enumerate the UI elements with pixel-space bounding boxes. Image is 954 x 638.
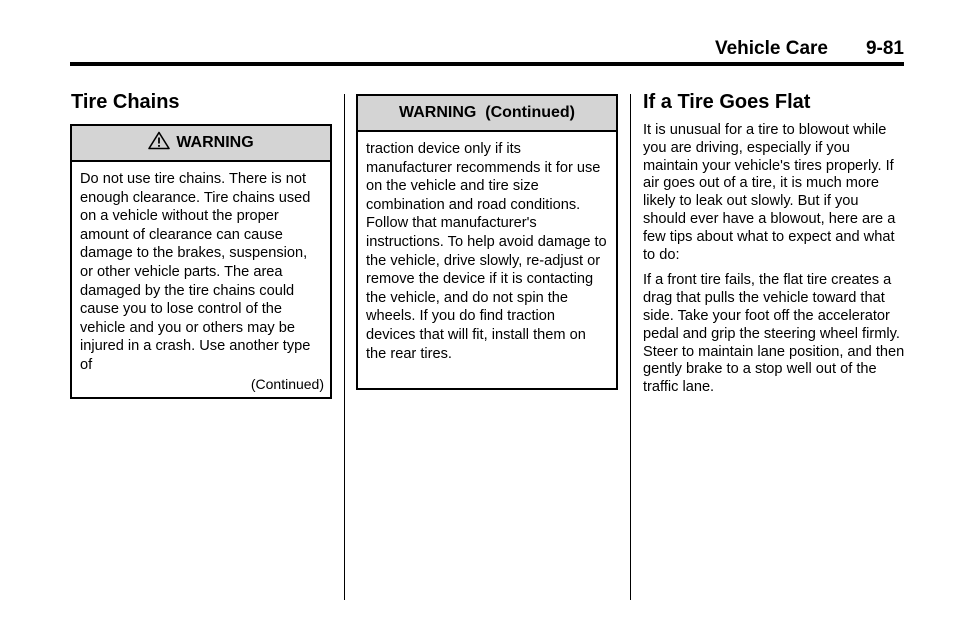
page-number: 9-81 (865, 38, 904, 59)
paragraph: If a front tire fails, the flat tire creates a drag that pulls the vehicle toward that side. Take your foot off the accelerator pedal and grip the steering wheel firmly. Steer to maintain lane position, and then gently brake to a stop well out of the traffic lane. (643, 272, 905, 396)
tire-chains-heading: Tire Chains (71, 91, 180, 113)
continued-label: (Continued) (250, 375, 324, 392)
flat-tire-text (643, 122, 905, 405)
tire-chains-warning-box (70, 124, 332, 399)
column-divider (630, 94, 631, 600)
warning-header (72, 126, 330, 162)
warning-body: Do not use tire chains. There is not enough clearance. Tire chains used on a vehicle without the proper amount of clearance can cause damage to the brakes, suspension, or other vehicle parts. The area damaged by the tire chains could cause you to lose control of the vehicle and you or others may be injured in a crash. Use another type of (80, 171, 311, 373)
warning-continued-header: WARNING (Continued) (358, 96, 616, 132)
warning-continued-box (356, 94, 618, 390)
warning-continued-body: traction device only if its manufacturer recommends it for use on the vehicle and tire size combination and road conditions. Follow that manufacturer's instructions. To help avoid damage to the vehicle, drive slowly, re-adjust or remove the device if it is contacting the vehicle, and do not spin the wheels. If you do find traction devices that will fit, install them on the rear tires. (366, 141, 607, 362)
warning-triangle-icon (148, 131, 176, 155)
column-divider (344, 94, 345, 600)
paragraph: It is unusual for a tire to blowout while you are driving, especially if you maintain your vehicle's tires properly. If air goes out of a tire, it is much more likely to leak out slowly. But if you should ever have a blowout, here are a few tips about what to expect and what to do: (643, 122, 896, 263)
header-rule (70, 62, 904, 66)
flat-tire-heading: If a Tire Goes Flat (643, 91, 811, 113)
warning-title: WARNING (176, 134, 254, 151)
page-header (70, 38, 904, 62)
section-title: Vehicle Care (714, 38, 828, 59)
